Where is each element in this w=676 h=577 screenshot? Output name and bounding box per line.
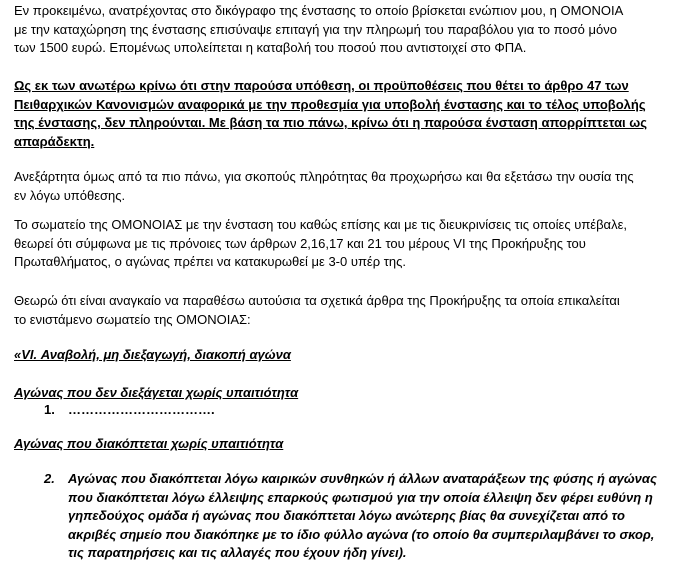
text-line: με την καταχώρηση της ένστασης επισύναψε επιταγή για την πληρωμή του παραβόλου για το ποσό μόνο: [14, 21, 617, 37]
ruling-line: απαράδεκτη.: [14, 133, 95, 149]
text-line: Πρωταθλήματος, ο αγώνας πρέπει να κατακυρωθεί με 3-0 υπέρ της.: [14, 254, 406, 269]
item-number: 1.: [44, 402, 55, 417]
article-line: που διακόπτεται λόγω έλλειψης επαρκούς φωτισμού για την οποία έλλειψη δεν φέρει ευθύνη η: [68, 489, 653, 505]
text-line: θεωρεί ότι σύμφωνα με τις πρόνοιες των άρθρων 2,16,17 και 21 του μέρους VI της Προκήρυξης του: [14, 235, 586, 251]
section-title: «VI. Αναβολή, μη διεξαγωγή, διακοπή αγώνα: [14, 347, 291, 362]
article-line: ακριβές σημείο που διακόπηκε με το ίδιο φύλλο αγώνα (το οποίο θα συμπεριλαμβάνει το σκορ,: [68, 526, 655, 542]
paragraph-merits: [14, 168, 662, 205]
paragraph-quote-intro: [14, 292, 662, 329]
item-article-text: [68, 470, 662, 563]
article-line: Αγώνας που διακόπτεται λόγω καιρικών συνθηκών ή άλλων αναταράξεων της φύσης ή αγώνας: [68, 471, 657, 486]
article-line: γηπεδούχος ομάδα ή αγώνας που διακόπτεται λόγω ανώτερης βίας θα συνεχίζεται από το: [68, 508, 625, 523]
text-line: Εν προκειμένω, ανατρέχοντας στο δικόγραφο της ένστασης το οποίο βρίσκεται ενώπιον μου, η ΟΜΟΝΟΙΑ: [14, 3, 624, 18]
paragraph-omonoia-claim: [14, 216, 662, 272]
ruling-line: Ως εκ των ανωτέρω κρίνω ότι στην παρούσα υπόθεση, οι προϋποθέσεις που θέτει το άρθρο 47 των: [14, 78, 629, 93]
ruling-paragraph: [14, 77, 662, 151]
item-placeholder-dots: …………………………….: [68, 402, 215, 417]
text-line: Το σωματείο της ΟΜΟΝΟΙΑΣ με την ένσταση του καθώς επίσης και με τις διευκρινίσεις τις οποίες υπέβαλε,: [14, 217, 627, 232]
paragraph-payment-check: [14, 2, 662, 58]
subheading-interrupted: Αγώνας που διακόπτεται χωρίς υπαιτιότητα: [14, 436, 284, 451]
text-line: Θεωρώ ότι είναι αναγκαίο να παραθέσω αυτούσια τα σχετικά άρθρα της Προκήρυξης τα οποία επικαλείται: [14, 293, 620, 308]
text-line: το ενιστάμενο σωματείο της ΟΜΟΝΟΙΑΣ:: [14, 311, 251, 327]
text-line: εν λόγω υπόθεσης.: [14, 187, 126, 203]
text-line: των 1500 ευρώ. Επομένως υπολείπεται η καταβολή του ποσού που αντιστοιχεί στο ΦΠΑ.: [14, 40, 527, 55]
ruling-line: Πειθαρχικών Κανονισμών αναφορικά με την προθεσμία για υποβολή ένστασης και το τέλος υποβολής: [14, 96, 646, 112]
subheading-not-held: Αγώνας που δεν διεξάγεται χωρίς υπαιτιότητα: [14, 385, 299, 400]
text-line: Ανεξάρτητα όμως από τα πιο πάνω, για σκοπούς πληρότητας θα προχωρήσω και θα εξετάσω την ουσία της: [14, 169, 634, 184]
article-line: τις παρατηρήσεις και τις αλλαγές που έχουν ήδη γίνει).: [68, 545, 407, 560]
ruling-line: της ένστασης, δεν πληρούνται. Με βάση τα πιο πάνω, κρίνω ότι η παρούσα ένσταση απορρίπτεται ως: [14, 115, 648, 130]
item-number: 2.: [44, 471, 55, 486]
